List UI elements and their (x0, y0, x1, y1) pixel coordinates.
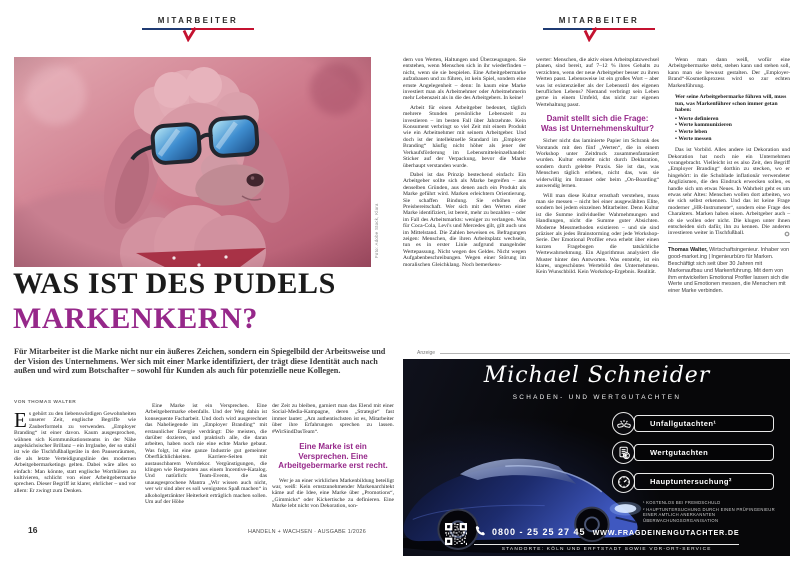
section-kicker-right (543, 16, 655, 30)
dropcap: E (14, 408, 27, 432)
paragraph: Wer je an einer wirklichen Markenbildung beteiligt war, weiß: Kein ernstzunehmender Markenarchitekt käme auf die Idee, eine Marke über „Promotions“, „Gimmicks“ oder Kickertische zu definieren. Eine Marke lebt nicht von Dekoration, son- (272, 477, 394, 510)
ad-marker-rule (440, 353, 790, 354)
ad-footnotes (643, 500, 775, 525)
author-name: Thomas Walter, (668, 246, 708, 253)
inspection-gauge-icon (612, 470, 635, 493)
subheading-line1: Damit stellt sich die Frage: (546, 114, 649, 124)
byline: VON THOMAS WALTER (14, 400, 77, 405)
ad-service-label: Hauptuntersuchung² (650, 477, 732, 486)
ad-phone-number: 0800 - 25 25 27 45 (492, 527, 586, 537)
paragraph: werter: Menschen, die aktiv einen Arbeitsplatzwechsel planen, sind bereit, auf 7–12 % ihres Gehalts zu verzichten, wenn der neue Arbeitgeber besser zu ihren Werten passt. Lebensweise ist ein großes Wort – aber was ist existenzieller als der Lebensstil des eigenen beruflichen Lebens? Niemand verbringt sein Leben gerne in einem Umfeld, das nicht zur eigenen Wertehaltung passt. (536, 57, 659, 108)
car-crash-icon (612, 412, 635, 435)
paragraph: Arbeit für einen Arbeitgeber bedeutet, täglich mehrere Stunden persönliche Lebenszeit zu investieren – im besten Fall über Jahrzehnte. Kein Konsument verbringt so viel Zeit mit einem Produkt wie ein Arbeitnehmer mit seinem Arbeitgeber. Und doch ist der intellektuelle Standard im „Employer Branding“ häufig nicht höher als jener der Verkaufsförderung im Lebensmitteleinzelhandel: Sticker auf der Verpackung, bevor die Marke überhaupt verstanden wurde. (403, 104, 526, 169)
subheading-line2: Was ist Unternehmenskultur? (540, 123, 655, 133)
ad-marker-label: Anzeige (417, 350, 436, 356)
ad-contact-divider (474, 544, 739, 545)
paragraph-text: s gehört zu den liebenswürdigen Gewohnheiten unserer Zeit, englische Begriffe wie Zauberformeln zu verwenden. „Employer Branding“ ist einer davon. Kaum ausgesprochen, wähnen sich Kommunikationsteams in der Nähe angelsächsischer Brillanz – ein Irrglaube, der so stabil ist wie die Tischfußballgeräte in den Pausenräumen, die als letzte Verteidigungslinie des modernen Arbeitgebermarketings gelten. Dabei wäre alles so einfach: Man könnte, statt englische Worthülsen zu kultivieren, schlicht von einer Arbeitgebermarke sprechen. Dieser Begriff ist klarer, ehrlicher – und vor allem: Er zwingt zum Denken. (14, 411, 136, 494)
phone-icon (474, 523, 485, 541)
ad-brand-name: Michael Schneider (483, 363, 711, 388)
section-label: MITARBEITER (157, 16, 239, 25)
ad-brand-tagline: SCHADEN- UND WERTGUTACHTEN (512, 394, 682, 401)
document-euro-icon (612, 441, 635, 464)
poodle-photo (14, 57, 371, 267)
ad-contact-lines (474, 523, 739, 552)
paragraph (14, 408, 136, 494)
ad-service-label: Wertgutachten (650, 448, 709, 457)
article-headline (13, 266, 336, 336)
ad-footnote-1: ¹ KOSTENLOS BEI FREMDSCHULD (643, 500, 721, 505)
right-column-2 (536, 57, 659, 279)
paragraph: Eine Marke ist ein Versprechen. Eine Arbeitgebermarke ebenfalls. Und der Weg dahin ist konsequente Facharbeit. Und doch wird ausgerechnet das Naheliegende im „Employer Branding“ mit erstaunlicher Energie verdrängt: Die meisten, die darüber dozieren, und praktisch alle, die daran arbeiten, haben noch nie eine echte Marke gebaut. Was folgt, ist eine ganze Industrie gut gemeinter Oberflächlichkeiten. Karriere-Seiten mit austauschbarem Wortdekor. Vergünstigungen, die klingen wie Restposten aus einem Incentive-Katalog. Und natürlich: Team-Events, die das unausgesprochene Mantra „Wir wissen auch nicht, wer wir sind aber es soll wenigstens Spaß machen“ in alkoholgetränkter Heiterkeit erträglich machen sollen. Um auf der Höhe (145, 403, 267, 506)
author-bio (668, 242, 790, 295)
kicker-rule-red (592, 28, 655, 30)
ad-service-label: Unfallgutachten¹ (650, 419, 717, 428)
ad-contact-top (474, 523, 739, 541)
ad-service-list (612, 415, 784, 502)
paragraph: dern von Werten, Haltungen und Überzeugungen. Sie entstehen, wenn Menschen sich in ihr wiederfinden – nicht, wenn sie sie bespielen. Eine Arbeitgebermarke aufzubauen und zu führen, ist kein Spiel, sondern eine ernste Angelegenheit – denn: In kaum eine Marke investiert man als Arbeitnehmer oder Arbeitnehmerin mehr Lebenszeit als in die des Arbeitgebers. In keine! (403, 57, 526, 102)
ad-footnote-2: ² HAUPTUNTERSUCHUNG DURCH EINEN PRÜFINGENIEUR EINER AMTLICH ANERKANNTEN ÜBERWACHUNGSORGANISATION (643, 506, 775, 523)
ad-marker-row (403, 350, 790, 356)
end-of-article-gear-icon (777, 231, 790, 237)
list-item: • Werte definieren (675, 116, 790, 123)
paragraph: Sicher nicht das laminierte Papier im Schrank des Vorstands mit den fünf „Werten“, die in einem Workshop unter Zeitdruck zusammenfantasiert wurden. Kultur entsteht nicht durch Deklaration, sondern durch gelebte Praxis. Sie ist das, was Menschen täglich erleben, nicht das, was sie widerwillig im Intranet oder beim „On-Boarding“ auswendig lernen. (536, 138, 659, 190)
ad-service-button (634, 444, 774, 461)
key-points-list (675, 94, 790, 142)
section-label: MITARBEITER (558, 16, 640, 25)
list-item: • Werte messen (675, 136, 790, 143)
headline-line2: MARKENKERN? (13, 302, 258, 335)
photo-credit: Foto: Adobe Stock, Klara (374, 203, 379, 258)
ad-contact-block (445, 523, 739, 552)
kicker-rule-red (191, 28, 254, 30)
ad-service-row (612, 415, 784, 432)
checkmark-icon (182, 27, 197, 47)
page-number: 16 (28, 525, 38, 535)
left-column-2 (145, 403, 267, 509)
pull-quote: Eine Marke ist ein Versprechen. Eine Arbeitgebermarke erst recht. (278, 442, 388, 471)
paragraph: Dabei ist das Prinzip bestechend einfach: Ein Arbeitgeber sollte sich als Marke begreifen – aus denselben Gründen, aus denen auch ein Produkt als Marke geführt wird. Marken erleichtern Orientierung. Sie schaffen Bindung. Sie erhöhen die Preisbereitschaft. Wer sich mit den Werten einer Marke identifiziert, ist bereit, mehr zu bezahlen – oder im Fall des Arbeitsmarkts: weniger zu verlangen. Was für Coca-Cola, Levi's und Mercedes gilt, gilt auch uns im Mittelstand. Die Zahlen beweisen es. Befragungen zeigen: Menschen, die ihren Arbeitsplatz wechseln, tun es in erster Linie aufgrund mangelnder Wertepassung. Nicht wegen des Geldes. Nicht wegen Aufgabenbeschreibungen. Wegen einer Störung im moralischen Gleichklang. Noch bemerkens- (403, 171, 526, 268)
right-column-1 (403, 57, 526, 271)
paragraph (668, 147, 790, 237)
paragraph: Will man diese Kultur ernsthaft verstehen, muss man sie messen – nicht bei einer ausgewählten Elite, sondern bei jedem einzelnen Mitarbeiter. Denn Kultur ist die Summe individueller Wahrnehmungen und Handlungen, nicht die Summe guter Absichten. Moderne Messmethoden existieren – und sie sind präziser als jedes Brainstorming oder jede Workshop-Serie. Der Emotional Profiler etwa erhebt über einen kurzen Fragebogen die tatsächliche Wertewahrnehmung. Ein Algorithmus analysiert die Muster hinter den Antworten. Was entsteht, ist ein klares, ungeschöntes Wertebild des Unternehmens. Kein Wunschbild. Kein Workshop-Ergebnis. Realität. (536, 192, 659, 276)
paragraph: Wenn man dann weiß, wofür eine Arbeitgebermarke steht, stehen kann und stehen soll, kann man sie bewusst gestalten. Der „Employer-Brand“-Kosmetikprozess wird so zur echten Markenführung. (668, 57, 790, 89)
qr-code (445, 523, 467, 545)
subheading (536, 114, 659, 133)
ad-website: WWW.FRAGDEINENGUTACHTER.DE (592, 527, 740, 537)
left-column-3 (272, 403, 394, 513)
checkmark-icon (583, 27, 598, 47)
author-bio-text: Wirtschaftsingenieur. Inhaber von good-market.ing | Ingenieurbüro für Marken. Beschäftigt sich seit über 30 Jahren mit Markenaufbau und Markenführung. Mit dem von ihm entwickelten Emotional Profiler lassen sich die Werte und Emotionen messen, die Menschen mit einer Marke verbinden. (668, 246, 790, 295)
left-column-1 (14, 408, 136, 497)
journal-footer: HANDELN + WACHSEN · AUSGABE 1/2026 (248, 529, 366, 535)
standfirst: Für Mitarbeiter ist die Marke nicht nur ein äußeres Zeichen, sondern ein Spiegelbild der Arbeitsweise und der Vision des Unternehmens. Wer sich mit einer Marke identifiziert, der trägt diese Identität auch nach außen und wird zum Botschafter – sowohl für Kunden als auch für potenzielle neue Kollegen. (14, 347, 386, 376)
paragraph: der Zeit zu bleiben, garniert man das Elend mit einer Social-Media-Kampagne, deren „Strategie“ fast immer lautet: „Am authentischsten ist es, Mitarbeiter über ihre Erfahrungen sprechen zu lassen. #WirSindDasTeam“. (272, 403, 394, 435)
headline-line1: WAS IST DES PUDELS (13, 267, 336, 300)
list-item: • Werte leben (675, 129, 790, 136)
ad-brand-block (477, 361, 717, 401)
kicker-rule (142, 28, 254, 30)
ad-service-row (612, 444, 784, 461)
paragraph-text: Das ist Vorbild. Alles andere ist Dekoration und Dekoration hat noch nie ein Unternehmen vorangebracht. Vielleicht ist es also Zeit, den Begriff „Employer Branding“ dorthin zu stecken, wo er hingehört: in die Schublade inflationär verwendeter Anglizismen, die den Eindruck erwecken sollen, es handle sich um etwas Neues. In Wahrheit geht es um etwas sehr Altes: Menschen wollen dort arbeiten, wo sie sich selbst erkennen. Und das ist keine Frage moderner „HR-Instrumente“, sondern eine Frage des Charakters. Marken haben einen. Arbeitgeber auch – ob sie wollen oder nicht. Die klugen unter ihnen entscheiden sich dafür, ihn zu kennen. Die anderen investieren weiter in Tischfußball. (668, 147, 790, 237)
list-item: • Werte kommunizieren (675, 122, 790, 129)
ad-locations: STANDORTE: KÖLN UND ERFTSTADT SOWIE VOR-ORT-SERVICE (501, 546, 712, 552)
ad-service-row (612, 473, 784, 490)
list-intro: Wer seine Arbeitgebermarke führen will, muss tun, was Markenführer schon immer getan haben: (675, 94, 787, 114)
ad-service-button (634, 473, 774, 490)
section-kicker-left (142, 16, 254, 30)
right-column-3 (668, 57, 790, 295)
ad-service-button (634, 415, 774, 432)
advertisement (403, 359, 790, 556)
kicker-rule (543, 28, 655, 30)
